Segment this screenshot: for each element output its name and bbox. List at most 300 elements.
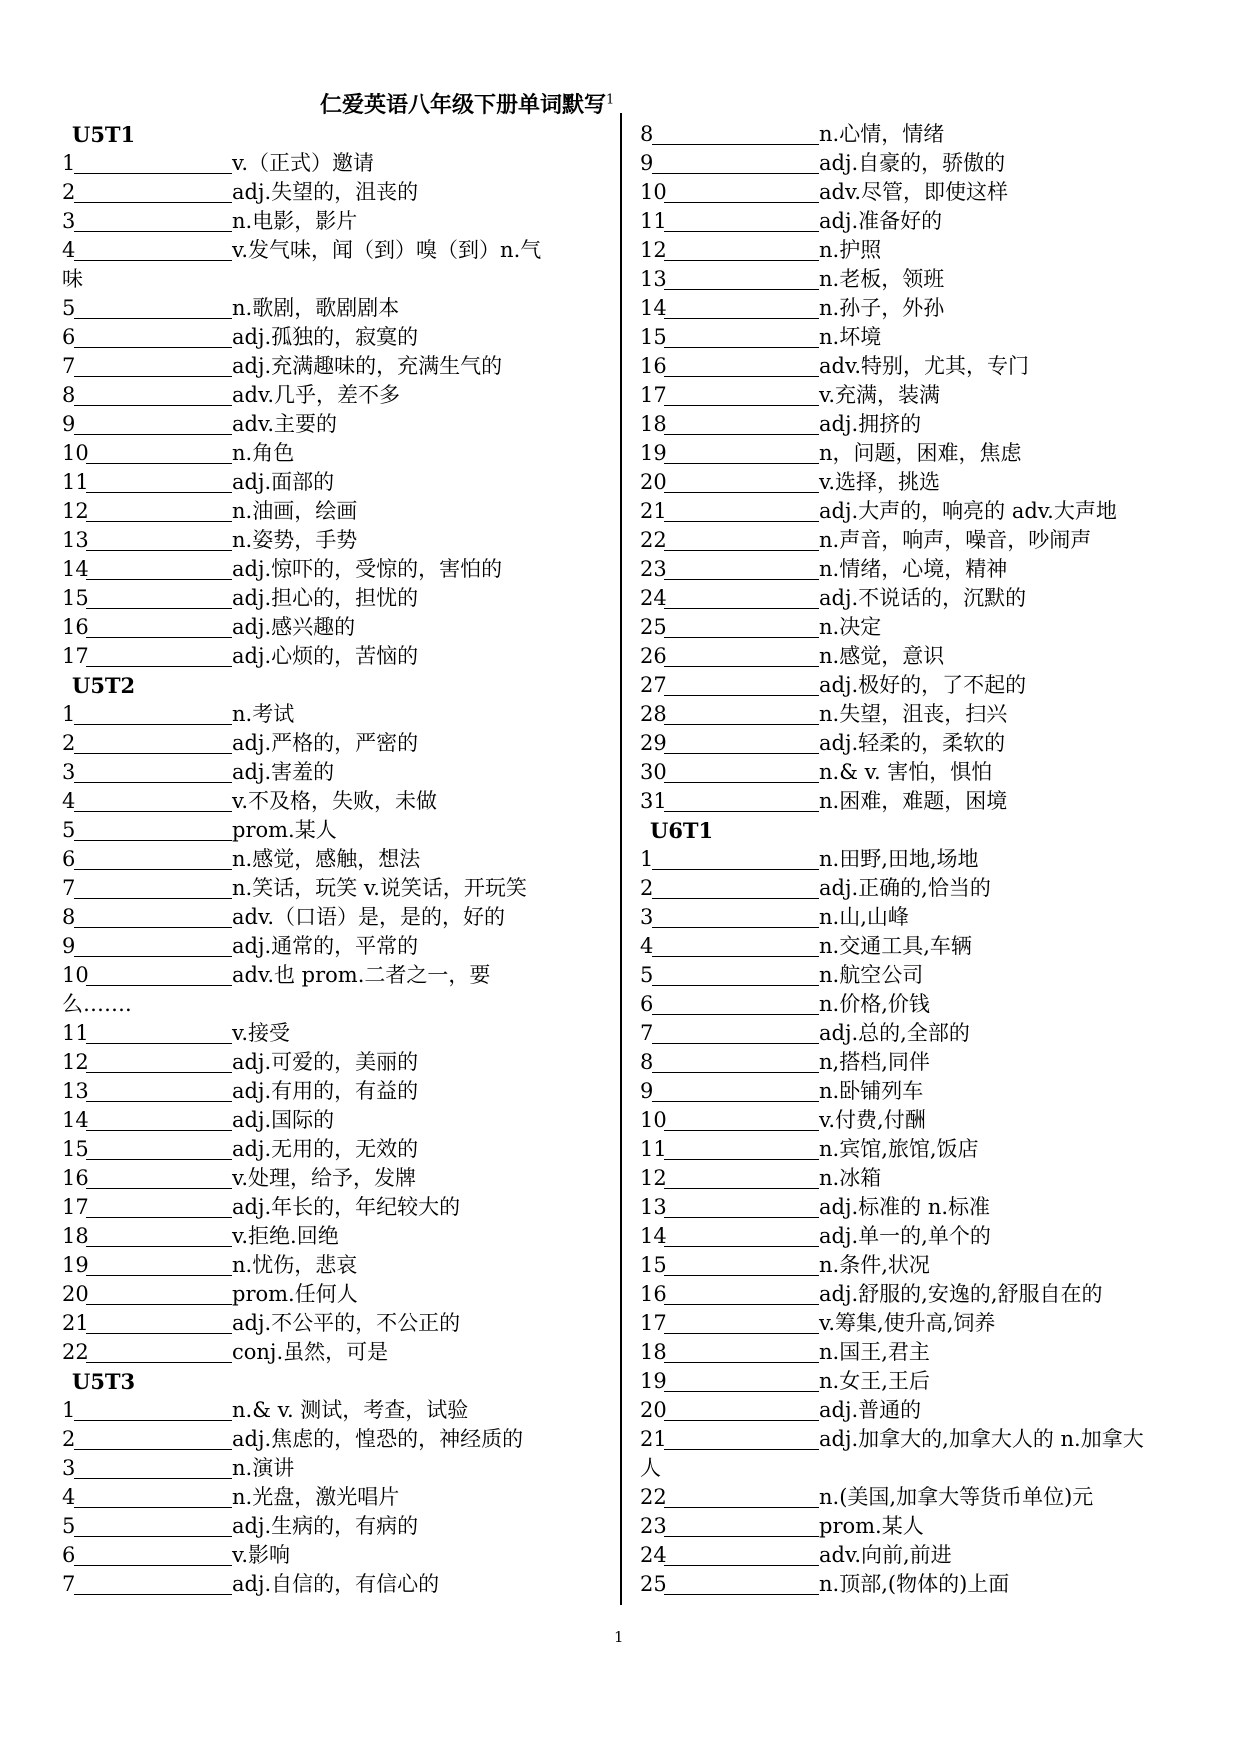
vocab-item xyxy=(62,439,622,468)
item-definition: adj.担心的，担忧的 xyxy=(232,586,419,610)
item-number: 19 xyxy=(62,1253,89,1277)
item-definition: n.山,山峰 xyxy=(819,905,909,929)
answer-blank[interactable] xyxy=(664,1514,819,1537)
answer-blank[interactable] xyxy=(664,470,819,493)
item-definition: adv.几乎，差不多 xyxy=(232,383,401,407)
answer-blank[interactable] xyxy=(86,557,232,580)
item-definition: v.处理，给予，发牌 xyxy=(232,1166,417,1190)
item-number: 7 xyxy=(62,1572,76,1596)
answer-blank[interactable] xyxy=(86,1311,232,1334)
item-definition: n.宾馆,旅馆,饭店 xyxy=(819,1137,979,1161)
vocab-item xyxy=(62,1483,622,1512)
item-number: 6 xyxy=(640,992,654,1016)
vocab-item xyxy=(62,1048,622,1077)
vocab-item xyxy=(62,729,622,758)
vocab-item xyxy=(640,671,1200,700)
vocab-item xyxy=(62,497,622,526)
answer-blank[interactable] xyxy=(664,731,819,754)
item-definition: adj.面部的 xyxy=(232,470,335,494)
answer-blank[interactable] xyxy=(86,963,232,986)
vocab-item xyxy=(640,584,1200,613)
item-definition: n.孙子，外孙 xyxy=(819,296,945,320)
answer-blank[interactable] xyxy=(664,209,819,232)
item-definition: n.心情，情绪 xyxy=(819,122,945,146)
item-definition: n，问题，困难，焦虑 xyxy=(819,441,1022,465)
answer-blank[interactable] xyxy=(86,499,232,522)
answer-blank[interactable] xyxy=(664,673,819,696)
answer-blank[interactable] xyxy=(664,1485,819,1508)
item-number: 19 xyxy=(640,441,667,465)
answer-blank[interactable] xyxy=(652,876,819,899)
vocab-item xyxy=(62,323,622,352)
vocab-item xyxy=(640,1570,1200,1599)
item-definition: adj.失望的，沮丧的 xyxy=(232,180,419,204)
item-definition: prom.某人 xyxy=(819,1514,924,1538)
vocab-item xyxy=(640,1135,1200,1164)
answer-blank[interactable] xyxy=(86,1253,232,1276)
item-number: 7 xyxy=(62,876,76,900)
item-number: 21 xyxy=(62,1311,89,1335)
answer-blank[interactable] xyxy=(664,441,819,464)
vocab-item xyxy=(640,932,1200,961)
item-number: 5 xyxy=(62,296,76,320)
answer-blank[interactable] xyxy=(664,1572,819,1595)
item-definition: n.笑话，玩笑 v.说笑话，开玩笑 xyxy=(232,876,527,900)
item-definition: adv.尽管，即使这样 xyxy=(819,180,1009,204)
item-number: 2 xyxy=(62,1427,76,1451)
item-number: 17 xyxy=(640,1311,667,1335)
answer-blank[interactable] xyxy=(74,383,232,406)
item-number: 25 xyxy=(640,1572,667,1596)
item-definition: n.交通工具,车辆 xyxy=(819,934,972,958)
answer-blank[interactable] xyxy=(664,267,819,290)
vocab-item xyxy=(640,526,1200,555)
item-number: 22 xyxy=(62,1340,89,1364)
item-number: 11 xyxy=(62,470,89,494)
answer-blank[interactable] xyxy=(74,1572,232,1595)
answer-blank[interactable] xyxy=(74,180,232,203)
section-heading: U5T2 xyxy=(72,673,136,698)
item-number: 3 xyxy=(62,760,76,784)
vocab-item xyxy=(640,149,1200,178)
item-definition: conj.虽然，可是 xyxy=(232,1340,389,1364)
answer-blank[interactable] xyxy=(664,1195,819,1218)
answer-blank[interactable] xyxy=(74,876,232,899)
answer-blank[interactable] xyxy=(652,1050,819,1073)
item-number: 12 xyxy=(62,1050,89,1074)
answer-blank[interactable] xyxy=(74,412,232,435)
vocab-item xyxy=(640,787,1200,816)
item-number: 1 xyxy=(62,1398,76,1422)
answer-blank[interactable] xyxy=(86,1108,232,1131)
item-number: 11 xyxy=(640,209,667,233)
answer-blank[interactable] xyxy=(652,122,819,145)
item-definition: prom.任何人 xyxy=(232,1282,358,1306)
vocab-item xyxy=(62,468,622,497)
answer-blank[interactable] xyxy=(74,238,232,261)
answer-blank[interactable] xyxy=(664,1282,819,1305)
item-number: 4 xyxy=(62,789,76,813)
item-definition: adv.（口语）是，是的，好的 xyxy=(232,905,506,929)
answer-blank[interactable] xyxy=(664,644,819,667)
answer-blank[interactable] xyxy=(664,789,819,812)
item-number: 16 xyxy=(640,354,667,378)
item-number: 5 xyxy=(62,1514,76,1538)
answer-blank[interactable] xyxy=(86,586,232,609)
answer-blank[interactable] xyxy=(664,354,819,377)
answer-blank[interactable] xyxy=(86,615,232,638)
item-number: 18 xyxy=(640,1340,667,1364)
vocab-item xyxy=(640,323,1200,352)
vocab-item xyxy=(62,178,622,207)
item-number: 24 xyxy=(640,1543,667,1567)
answer-blank[interactable] xyxy=(74,354,232,377)
item-number: 20 xyxy=(640,470,667,494)
item-definition: adj.不公平的，不公正的 xyxy=(232,1311,461,1335)
answer-blank[interactable] xyxy=(652,151,819,174)
item-definition: adv.主要的 xyxy=(232,412,338,436)
vocab-item xyxy=(640,352,1200,381)
item-definition: adj.孤独的，寂寞的 xyxy=(232,325,419,349)
answer-blank[interactable] xyxy=(74,847,232,870)
item-number: 11 xyxy=(640,1137,667,1161)
answer-blank[interactable] xyxy=(86,1224,232,1247)
vocab-item xyxy=(62,584,622,613)
item-definition: adj.年长的，年纪较大的 xyxy=(232,1195,461,1219)
item-definition: adj.单一的,单个的 xyxy=(819,1224,991,1248)
item-definition: n.卧铺列车 xyxy=(819,1079,924,1103)
answer-blank[interactable] xyxy=(664,1253,819,1276)
answer-blank[interactable] xyxy=(664,325,819,348)
title-footnote-mark: 1 xyxy=(606,92,615,108)
vocab-item xyxy=(640,1396,1200,1425)
answer-blank[interactable] xyxy=(86,1340,232,1363)
item-definition: n.感觉，意识 xyxy=(819,644,945,668)
item-definition: n.价格,价钱 xyxy=(819,992,930,1016)
right-column xyxy=(640,120,1200,1599)
answer-blank[interactable] xyxy=(74,1543,232,1566)
item-number: 26 xyxy=(640,644,667,668)
vocab-item xyxy=(640,207,1200,236)
item-number: 7 xyxy=(640,1021,654,1045)
item-definition: adj.感兴趣的 xyxy=(232,615,356,639)
item-definition: n.油画，绘画 xyxy=(232,499,358,523)
vocab-item xyxy=(640,990,1200,1019)
vocab-item xyxy=(640,1077,1200,1106)
answer-blank[interactable] xyxy=(664,1137,819,1160)
item-definition: adj.心烦的，苦恼的 xyxy=(232,644,419,668)
answer-blank[interactable] xyxy=(664,1340,819,1363)
item-number: 5 xyxy=(62,818,76,842)
answer-blank[interactable] xyxy=(86,1195,232,1218)
vocab-item xyxy=(62,642,622,671)
item-definition: adj.大声的，响亮的 adv.大声地 xyxy=(819,499,1117,523)
answer-blank[interactable] xyxy=(652,963,819,986)
item-number: 21 xyxy=(640,1427,667,1451)
vocab-item xyxy=(62,1570,622,1599)
answer-blank[interactable] xyxy=(86,470,232,493)
vocab-item xyxy=(62,961,622,990)
item-number: 16 xyxy=(640,1282,667,1306)
vocab-item xyxy=(62,903,622,932)
answer-blank[interactable] xyxy=(664,499,819,522)
item-definition: v.发气味，闻（到）嗅（到）n.气 xyxy=(232,238,542,262)
answer-blank[interactable] xyxy=(74,760,232,783)
item-definition: n.演讲 xyxy=(232,1456,295,1480)
answer-blank[interactable] xyxy=(74,1514,232,1537)
vocab-item xyxy=(640,903,1200,932)
vocab-item xyxy=(640,845,1200,874)
item-number: 15 xyxy=(62,586,89,610)
vocab-item xyxy=(62,410,622,439)
vocab-item xyxy=(640,497,1200,526)
answer-blank[interactable] xyxy=(664,296,819,319)
answer-blank[interactable] xyxy=(74,702,232,725)
section-heading: U6T1 xyxy=(650,818,714,843)
answer-blank[interactable] xyxy=(86,644,232,667)
item-number: 27 xyxy=(640,673,667,697)
answer-blank[interactable] xyxy=(86,1166,232,1189)
answer-blank[interactable] xyxy=(74,1485,232,1508)
item-definition: adj.不说话的，沉默的 xyxy=(819,586,1027,610)
definition-continuation: 么……. xyxy=(62,992,132,1016)
item-definition: adj.普通的 xyxy=(819,1398,922,1422)
item-definition: n.歌剧，歌剧剧本 xyxy=(232,296,400,320)
vocab-item xyxy=(62,1338,622,1367)
item-number: 9 xyxy=(62,934,76,958)
item-definition: n.感觉，感触，想法 xyxy=(232,847,421,871)
item-number: 16 xyxy=(62,1166,89,1190)
answer-blank[interactable] xyxy=(664,1398,819,1421)
item-definition: adj.生病的，有病的 xyxy=(232,1514,419,1538)
answer-blank[interactable] xyxy=(652,1021,819,1044)
item-number: 17 xyxy=(62,1195,89,1219)
item-definition: v.接受 xyxy=(232,1021,291,1045)
answer-blank[interactable] xyxy=(74,1398,232,1421)
item-number: 16 xyxy=(62,615,89,639)
item-definition: adj.自豪的，骄傲的 xyxy=(819,151,1006,175)
item-definition: n.光盘，激光唱片 xyxy=(232,1485,400,1509)
vocab-item xyxy=(640,410,1200,439)
item-number: 9 xyxy=(62,412,76,436)
item-number: 11 xyxy=(62,1021,89,1045)
item-definition: n,搭档,同伴 xyxy=(819,1050,930,1074)
vocab-item xyxy=(62,758,622,787)
answer-blank[interactable] xyxy=(664,238,819,261)
item-number: 30 xyxy=(640,760,667,784)
answer-blank[interactable] xyxy=(664,1224,819,1247)
item-definition: adj.充满趣味的，充满生气的 xyxy=(232,354,503,378)
vocab-item xyxy=(62,1193,622,1222)
item-definition: n.女王,王后 xyxy=(819,1369,930,1393)
item-number: 4 xyxy=(62,1485,76,1509)
item-number: 13 xyxy=(62,528,89,552)
item-definition: v.选择，挑选 xyxy=(819,470,941,494)
answer-blank[interactable] xyxy=(664,702,819,725)
answer-blank[interactable] xyxy=(664,557,819,580)
item-number: 2 xyxy=(640,876,654,900)
answer-blank[interactable] xyxy=(664,760,819,783)
answer-blank[interactable] xyxy=(74,934,232,957)
vocab-item xyxy=(640,1425,1200,1454)
answer-blank[interactable] xyxy=(652,934,819,957)
item-definition: adj.正确的,恰当的 xyxy=(819,876,991,900)
vocab-item xyxy=(640,1193,1200,1222)
item-number: 25 xyxy=(640,615,667,639)
item-definition: v.拒绝.回绝 xyxy=(232,1224,339,1248)
answer-blank[interactable] xyxy=(74,151,232,174)
item-number: 3 xyxy=(62,209,76,233)
item-definition: v.不及格，失败，未做 xyxy=(232,789,438,813)
item-definition: n.姿势，手势 xyxy=(232,528,358,552)
answer-blank[interactable] xyxy=(86,441,232,464)
item-definition: n.困难，难题，困境 xyxy=(819,789,1008,813)
item-definition: v.（正式）邀请 xyxy=(232,151,375,175)
vocab-item xyxy=(640,1367,1200,1396)
answer-blank[interactable] xyxy=(86,528,232,551)
item-definition: n.老板，领班 xyxy=(819,267,945,291)
answer-blank[interactable] xyxy=(664,180,819,203)
item-number: 14 xyxy=(62,1108,89,1132)
answer-blank[interactable] xyxy=(74,1427,232,1450)
item-definition: adj.准备好的 xyxy=(819,209,943,233)
item-number: 10 xyxy=(640,180,667,204)
vocab-item xyxy=(640,1541,1200,1570)
item-definition: n.田野,田地,场地 xyxy=(819,847,979,871)
item-definition: n.情绪，心境，精神 xyxy=(819,557,1008,581)
item-definition: adj.有用的，有益的 xyxy=(232,1079,419,1103)
item-definition: adj.加拿大的,加拿大人的 n.加拿大 xyxy=(819,1427,1144,1451)
answer-blank[interactable] xyxy=(74,1456,232,1479)
answer-blank[interactable] xyxy=(664,383,819,406)
answer-blank[interactable] xyxy=(664,1108,819,1131)
vocab-item xyxy=(640,1251,1200,1280)
vocab-item xyxy=(640,1512,1200,1541)
vocab-item xyxy=(640,1338,1200,1367)
answer-blank[interactable] xyxy=(86,1021,232,1044)
page-number: 1 xyxy=(614,1628,624,1646)
definition-continuation: 味 xyxy=(62,267,83,291)
item-definition: adj.总的,全部的 xyxy=(819,1021,970,1045)
item-number: 5 xyxy=(640,963,654,987)
answer-blank[interactable] xyxy=(74,818,232,841)
answer-blank[interactable] xyxy=(74,296,232,319)
item-number: 20 xyxy=(62,1282,89,1306)
answer-blank[interactable] xyxy=(86,1079,232,1102)
vocab-item xyxy=(640,1164,1200,1193)
answer-blank[interactable] xyxy=(74,731,232,754)
vocab-item xyxy=(62,149,622,178)
answer-blank[interactable] xyxy=(86,1050,232,1073)
vocab-item xyxy=(62,1164,622,1193)
vocab-item xyxy=(62,932,622,961)
answer-blank[interactable] xyxy=(74,209,232,232)
vocab-item xyxy=(62,1396,622,1425)
answer-blank[interactable] xyxy=(86,1282,232,1305)
item-number: 24 xyxy=(640,586,667,610)
item-definition: adj.焦虑的，惶恐的，神经质的 xyxy=(232,1427,524,1451)
answer-blank[interactable] xyxy=(652,905,819,928)
item-number: 6 xyxy=(62,847,76,871)
item-definition: adj.极好的，了不起的 xyxy=(819,673,1027,697)
answer-blank[interactable] xyxy=(74,325,232,348)
item-definition: n.决定 xyxy=(819,615,882,639)
answer-blank[interactable] xyxy=(664,586,819,609)
answer-blank[interactable] xyxy=(664,1369,819,1392)
item-number: 31 xyxy=(640,789,667,813)
item-number: 3 xyxy=(640,905,654,929)
item-definition: adv.向前,前进 xyxy=(819,1543,952,1567)
vocab-item xyxy=(640,381,1200,410)
vocab-item xyxy=(62,613,622,642)
answer-blank[interactable] xyxy=(74,789,232,812)
item-number: 1 xyxy=(62,151,76,175)
answer-blank[interactable] xyxy=(664,528,819,551)
left-column xyxy=(62,120,622,1599)
item-definition: n.冰箱 xyxy=(819,1166,882,1190)
answer-blank[interactable] xyxy=(664,1427,819,1450)
answer-blank[interactable] xyxy=(652,1079,819,1102)
item-definition: v.付费,付酬 xyxy=(819,1108,926,1132)
vocab-item xyxy=(62,1251,622,1280)
item-definition: prom.某人 xyxy=(232,818,337,842)
answer-blank[interactable] xyxy=(74,905,232,928)
answer-blank[interactable] xyxy=(664,1311,819,1334)
answer-blank[interactable] xyxy=(652,992,819,1015)
item-definition: v.筹集,使升高,饲养 xyxy=(819,1311,996,1335)
item-definition: adj.拥挤的 xyxy=(819,412,922,436)
item-number: 2 xyxy=(62,180,76,204)
vocab-item xyxy=(640,555,1200,584)
item-number: 4 xyxy=(640,934,654,958)
vocab-item xyxy=(62,787,622,816)
item-definition: n.(美国,加拿大等货币单位)元 xyxy=(819,1485,1094,1509)
item-definition: n.考试 xyxy=(232,702,295,726)
item-definition: n.忧伤，悲哀 xyxy=(232,1253,358,1277)
item-definition: n.失望，沮丧，扫兴 xyxy=(819,702,1008,726)
item-number: 13 xyxy=(640,267,667,291)
answer-blank[interactable] xyxy=(652,847,819,870)
item-number: 1 xyxy=(640,847,654,871)
item-definition: n.& v. 测试，考查，试验 xyxy=(232,1398,469,1422)
answer-blank[interactable] xyxy=(664,1166,819,1189)
item-definition: n.声音，响声，噪音，吵闹声 xyxy=(819,528,1092,552)
item-definition: adj.自信的，有信心的 xyxy=(232,1572,440,1596)
item-number: 3 xyxy=(62,1456,76,1480)
vocab-item xyxy=(62,845,622,874)
vocab-item xyxy=(640,758,1200,787)
answer-blank[interactable] xyxy=(664,412,819,435)
vocab-item xyxy=(62,1019,622,1048)
section-heading: U5T3 xyxy=(72,1369,136,1394)
item-definition: adj.国际的 xyxy=(232,1108,335,1132)
answer-blank[interactable] xyxy=(86,1137,232,1160)
item-number: 22 xyxy=(640,528,667,552)
answer-blank[interactable] xyxy=(664,1543,819,1566)
vocab-item xyxy=(62,555,622,584)
item-number: 23 xyxy=(640,1514,667,1538)
item-definition: adj.惊吓的，受惊的，害怕的 xyxy=(232,557,503,581)
item-definition: adj.严格的，严密的 xyxy=(232,731,419,755)
item-number: 9 xyxy=(640,151,654,175)
vocab-item xyxy=(62,352,622,381)
answer-blank[interactable] xyxy=(664,615,819,638)
vocab-item xyxy=(62,1309,622,1338)
vocab-item xyxy=(62,816,622,845)
vocab-item xyxy=(640,1048,1200,1077)
item-number: 12 xyxy=(62,499,89,523)
section-heading: U5T1 xyxy=(72,122,136,147)
